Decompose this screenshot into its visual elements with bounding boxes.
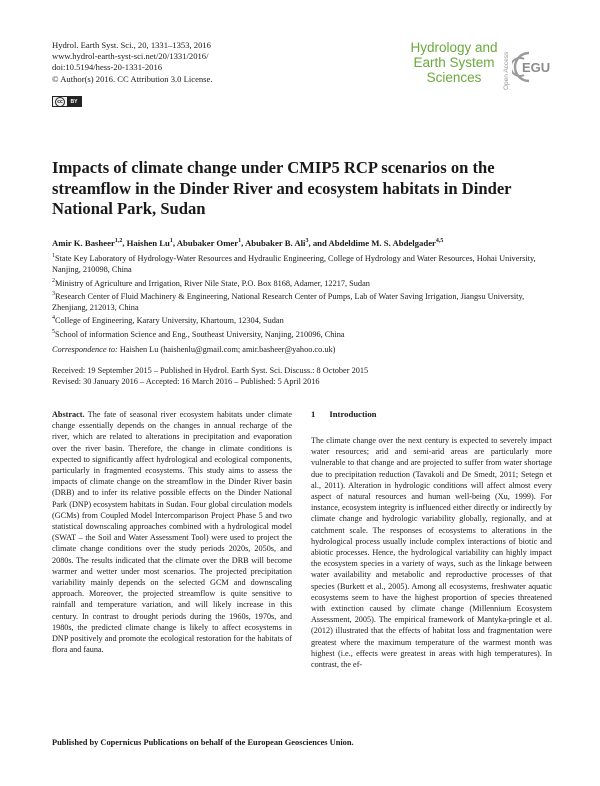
copyright: © Author(s) 2016. CC Attribution 3.0 License. <box>52 73 213 84</box>
author-affiliation-mark: 1 <box>169 238 173 244</box>
affiliation <box>52 276 552 289</box>
author: Abubaker Omer$^1$ <box>176 237 242 248</box>
author-affiliation-mark: 1 <box>238 238 242 244</box>
section-heading-introduction <box>311 409 377 419</box>
by-icon: BY <box>67 97 81 106</box>
affiliation-text: Ministry of Agriculture and Irrigation, River Nile State, P.O. Box 8168, Adamer, 12217, Sudan <box>55 278 370 288</box>
svg-text:Open Access: Open Access <box>503 51 510 90</box>
affiliation-text: School of information Science and Eng., Southeast University, Nanjing, 210096, China <box>55 329 345 339</box>
publication-dates <box>52 365 368 387</box>
affiliation-text: College of Engineering, Karary University, Khartoum, 12304, Sudan <box>55 316 284 326</box>
affiliation-number: 1 <box>52 253 55 259</box>
cc-icon: cc <box>55 97 65 107</box>
journal-meta <box>52 40 213 85</box>
svg-text:EGU: EGU <box>522 60 551 75</box>
affiliation-text: Research Center of Fluid Machinery & Engineering, National Research Center of Pumps, Lab of Water Saving Irrigation, Jiangsu University, Zhenjiang, 212013, China <box>52 291 525 312</box>
doi[interactable]: doi:10.5194/hess-20-1331-2016 <box>52 62 163 73</box>
affiliation <box>52 313 552 326</box>
abstract-heading: Abstract. <box>52 410 85 419</box>
section-title: Introduction <box>329 409 377 419</box>
publisher-footer: Published by Copernicus Publications on behalf of the European Geosciences Union. <box>52 738 354 747</box>
correspondence-label: Correspondence to: <box>52 345 118 354</box>
affiliation-text: State Key Laboratory of Hydrology-Water Resources and Hydraulic Engineering, College of Hydrology and Water Resources, Hohai University, Nanjing, 210098, China <box>52 253 536 275</box>
author-affiliation-mark: 3 <box>305 238 309 244</box>
author-affiliation-mark: 1,2 <box>114 238 123 244</box>
affiliation-list <box>52 251 552 340</box>
cc-by-license-icon[interactable] <box>52 96 82 107</box>
author-affiliation-mark: 4,5 <box>435 238 444 244</box>
author: Abdeldime M. S. Abdelgader$^{4,5}$ <box>328 237 444 248</box>
author-list: Amir K. Basheer$^{1,2}$, Haishen Lu$^1$, Abubaker Omer$^1$, Abubaker B. Ali$^3$, and Abdeldime M. S. Abdelgader$^{4,5}$ <box>52 237 444 248</box>
journal-logo <box>408 40 556 94</box>
affiliation-number: 5 <box>52 328 55 335</box>
author: Abubaker B. Ali$^3$ <box>245 237 309 248</box>
abstract <box>52 409 292 655</box>
author: Amir K. Basheer$^{1,2}$ <box>52 237 123 248</box>
journal-url[interactable]: www.hydrol-earth-syst-sci.net/20/1331/2016/ <box>52 51 209 62</box>
paper-title: Impacts of climate change under CMIP5 RCP scenarios on the streamflow in the Dinder River and ecosystem habitats in Dinder National Park, Sudan <box>52 158 512 218</box>
affiliation-number: 2 <box>52 277 55 284</box>
section-number: 1 <box>311 409 316 419</box>
affiliation <box>52 327 552 340</box>
introduction-text: The climate change over the next century is expected to severely impact water resources; arid and semi-arid areas are particularly more vulnerable to that change and are projected to suffer from water shortage due to precipitation reduction (Tavakoli and De Smedt, 2011; Setegn et al., 2011). Alteration in hydrologic conditions will affect almost every aspect of natural resources and human well-being (Xu, 1999). For instance, ecosystem integrity is influenced either directly or indirectly by climate change and hydrologic variability globally, regionally, and at catchment scale. The responses of ecosystems to alterations in the hydrological process usually include complex interactions of biotic and abiotic processes. Hence, the hydrological variability can highly impact the ecosystem species in a variety of ways, such as the linkage between water availability and metabolic and reproductive processes of that species (Burkett et al., 2005). Among all ecosystems, freshwater aquatic ecosystems seem to have the highest proportion of species threatened with extinction caused by climate change (Millennium Ecosystem Assessment, 2005). The empirical framework of Mantyka-pringle et al. (2012) illustrated that the effects of habitat loss and fragmentation were greatest where the maximum temperature of the warmest month was highest (i.e., effects were greatest in areas with high temperatures). In contrast, the ef- <box>311 436 552 670</box>
affiliation <box>52 251 552 276</box>
received-date: Received: 19 September 2015 – Published in Hydrol. Earth Syst. Sci. Discuss.: 8 October 2015 <box>52 366 369 375</box>
affiliation-number: 3 <box>52 290 55 297</box>
abstract-text: The fate of seasonal river ecosystem habitats under climate change essentially depends on the changes in annual recharge of the river, which are related to alterations in precipitation and evaporation over the river basin. Therefore, the change in climate conditions is expected to significantly affect hydrological and ecological components, particularly in fragmented ecosystems. This study aims to assess the impacts of climate change on the streamflow in the Dinder River basin (DRB) and to infer its relative possible effects on the Dinder National Park (DNP) ecosystem habitats in Sudan. Four global circulation models (GCMs) from Coupled Model Intercomparison Project Phase 5 and two statistical downscaling approaches combined with a hydrological model (SWAT – the Soil and Water Assessment Tool) were used to project the climate change conditions over the study periods 2020s, 2050s, and 2080s. The results indicated that the climate over the DRB will become warmer and wetter under most scenarios. The projected precipitation variability mainly depends on the selected GCM and downscaling approach. Moreover, the projected streamflow is quite sensitive to rainfall and temperature variation, and will likely increase in this century. In contrast to drought periods during the 1960s, 1970s, and 1980s, the predicted climate change is likely to affect ecosystems in DNP positively and promote the ecological restoration for the habitats of flora and fauna. <box>52 410 292 655</box>
citation: Hydrol. Earth Syst. Sci., 20, 1331–1353, 2016 <box>52 40 211 50</box>
affiliation <box>52 289 552 314</box>
journal-name: Hydrology and Earth System Sciences <box>410 40 498 85</box>
correspondence-text[interactable]: Haishen Lu (haishenlu@gmail.com; amir.basheer@yahoo.co.uk) <box>117 345 336 354</box>
revised-date: Revised: 30 January 2016 – Accepted: 16 March 2016 – Published: 5 April 2016 <box>52 377 320 387</box>
open-access-icon <box>502 42 510 92</box>
author: Haishen Lu$^1$ <box>126 237 173 248</box>
affiliation-number: 4 <box>52 315 55 322</box>
egu-logo-icon <box>512 50 556 84</box>
correspondence <box>52 345 335 354</box>
